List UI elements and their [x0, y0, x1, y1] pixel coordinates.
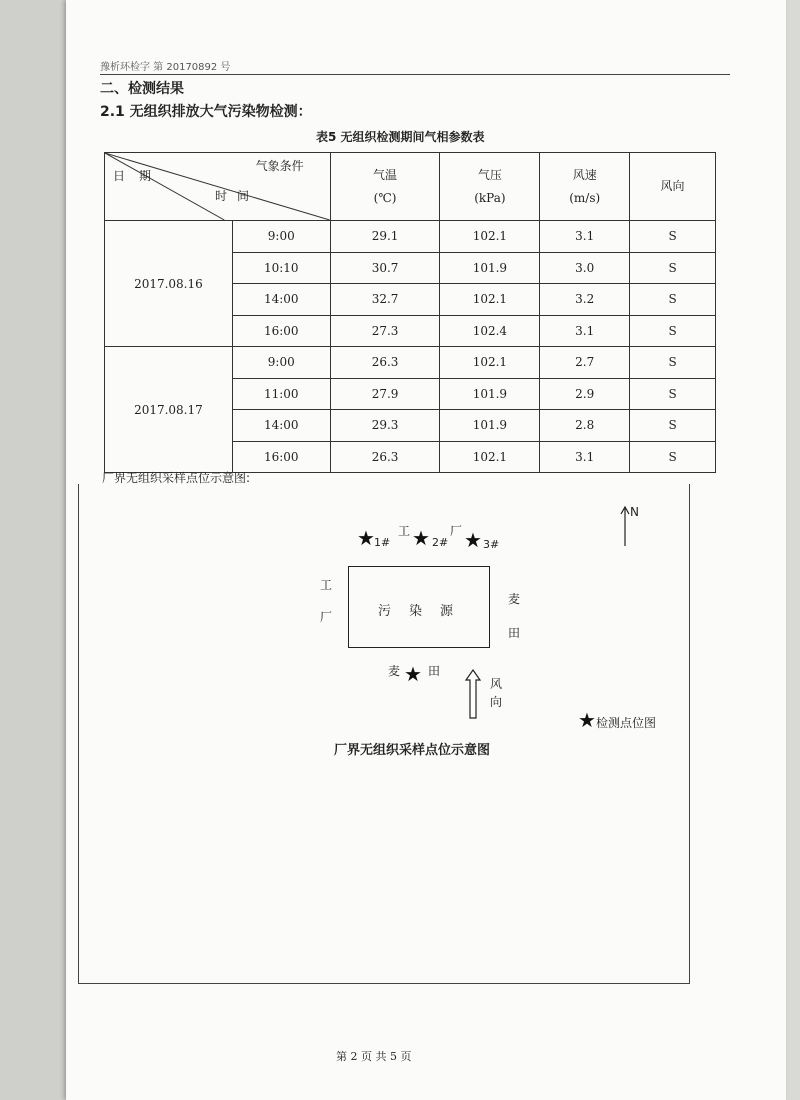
point-label-1: 1# — [374, 536, 391, 549]
wind-label-a: 风 — [490, 677, 503, 691]
point-label-2: 2# — [432, 536, 449, 549]
col-header-wind-direction — [630, 153, 716, 221]
table-row — [105, 347, 716, 379]
pressure-cell: 102.4 — [440, 315, 540, 347]
diagonal-header-cell — [105, 153, 331, 221]
section-heading: 二、检测结果 — [100, 81, 184, 97]
pressure-cell: 102.1 — [440, 347, 540, 379]
wind-dir-cell: S — [630, 347, 716, 379]
temp-cell: 27.3 — [330, 315, 440, 347]
table-row — [105, 221, 716, 253]
wind-speed-cell: 2.8 — [540, 410, 630, 442]
wind-speed-cell: 3.1 — [540, 221, 630, 253]
col-header-temperature-name: 气温 — [373, 167, 398, 182]
wind-label-b: 向 — [490, 695, 503, 709]
weather-parameter-table — [104, 152, 716, 473]
point-label-3: 3# — [483, 538, 500, 551]
legend-label: 检测点位图 — [596, 716, 657, 730]
wind-dir-cell: S — [630, 284, 716, 316]
temp-cell: 32.7 — [330, 284, 440, 316]
wind-speed-cell: 3.2 — [540, 284, 630, 316]
diagram-title: 厂界无组织采样点位示意图 — [334, 743, 491, 758]
wind-arrow-icon — [463, 668, 483, 720]
time-cell: 14:00 — [232, 410, 330, 442]
pressure-cell: 102.1 — [440, 221, 540, 253]
field-bottom-label-b: 田 — [428, 664, 441, 678]
diagram-frame — [78, 484, 690, 984]
time-cell: 16:00 — [232, 315, 330, 347]
field-right-label-a: 麦 — [508, 592, 521, 606]
wind-dir-cell: S — [630, 315, 716, 347]
temp-cell: 30.7 — [330, 252, 440, 284]
header-date: 日期 — [113, 169, 166, 183]
col-header-pressure-unit: (kPa) — [474, 190, 506, 205]
pressure-cell: 102.1 — [440, 441, 540, 473]
wind-dir-cell: S — [630, 252, 716, 284]
temp-cell: 29.1 — [330, 221, 440, 253]
col-header-pressure-name: 气压 — [477, 167, 502, 182]
col-header-temperature — [330, 153, 440, 221]
col-header-wind-speed-name: 风速 — [572, 167, 597, 182]
wind-speed-cell: 2.9 — [540, 378, 630, 410]
report-number: 豫析环检字 第 20170892 号 — [100, 62, 231, 73]
factory-top-label-b: 厂 — [450, 524, 463, 538]
date-cell: 2017.08.17 — [105, 347, 233, 473]
header-conditions: 气象条件 — [255, 159, 304, 173]
subsection-heading: 2.1 无组织排放大气污染物检测： — [100, 104, 312, 120]
pressure-cell: 101.9 — [440, 410, 540, 442]
factory-left-label-a: 工 — [320, 578, 333, 592]
field-bottom-label-a: 麦 — [388, 664, 401, 678]
temp-cell: 26.3 — [330, 441, 440, 473]
table-header-row — [105, 153, 716, 221]
time-cell: 11:00 — [232, 378, 330, 410]
time-cell: 9:00 — [232, 221, 330, 253]
pollution-source-label: 污染源 — [378, 604, 472, 619]
factory-top-label-a: 工 — [398, 524, 411, 538]
diagram-caption: 厂界无组织采样点位示意图: — [102, 471, 251, 485]
pressure-cell: 101.9 — [440, 378, 540, 410]
wind-speed-cell: 3.0 — [540, 252, 630, 284]
page-edge — [0, 0, 70, 1100]
temp-cell: 26.3 — [330, 347, 440, 379]
date-cell: 2017.08.16 — [105, 221, 233, 347]
north-label: N — [630, 505, 639, 519]
col-header-temperature-unit: (℃) — [373, 190, 397, 205]
header-time: 时间 — [215, 189, 260, 203]
wind-dir-cell: S — [630, 221, 716, 253]
field-right-label-b: 田 — [508, 626, 521, 640]
wind-dir-cell: S — [630, 378, 716, 410]
col-header-wind-speed — [540, 153, 630, 221]
pressure-cell: 101.9 — [440, 252, 540, 284]
time-cell: 16:00 — [232, 441, 330, 473]
col-header-pressure — [440, 153, 540, 221]
time-cell: 9:00 — [232, 347, 330, 379]
factory-left-label-b: 厂 — [320, 610, 333, 624]
legend-star-icon: ★ — [578, 708, 596, 732]
pressure-cell: 102.1 — [440, 284, 540, 316]
sampling-point-star-icon: ★ — [412, 526, 430, 550]
time-cell: 10:10 — [232, 252, 330, 284]
temp-cell: 27.9 — [330, 378, 440, 410]
col-header-wind-direction-name: 风向 — [660, 179, 685, 194]
sampling-point-star-icon: ★ — [357, 526, 375, 550]
table-title: 表5 无组织检测期间气相参数表 — [316, 130, 485, 144]
time-cell: 14:00 — [232, 284, 330, 316]
col-header-wind-speed-unit: (m/s) — [569, 190, 601, 205]
sampling-point-star-icon: ★ — [464, 528, 482, 552]
wind-speed-cell: 3.1 — [540, 441, 630, 473]
wind-dir-cell: S — [630, 410, 716, 442]
wind-speed-cell: 2.7 — [540, 347, 630, 379]
wind-speed-cell: 3.1 — [540, 315, 630, 347]
temp-cell: 29.3 — [330, 410, 440, 442]
wind-dir-cell: S — [630, 441, 716, 473]
sampling-point-star-icon: ★ — [404, 662, 422, 686]
header-rule — [100, 74, 730, 75]
page-footer: 第 2 页 共 5 页 — [336, 1050, 412, 1063]
